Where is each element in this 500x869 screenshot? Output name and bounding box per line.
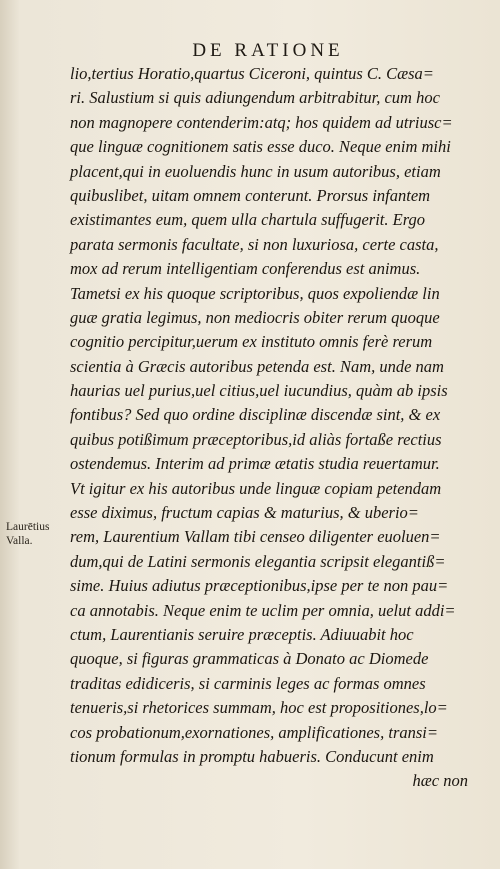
text-line: mox ad rerum intelligentiam conferendus est animus.: [70, 259, 421, 279]
text-line: Tametsi ex his quoque scriptoribus, quos expoliendæ lin: [70, 283, 440, 303]
text-line: existimantes eum, quem ulla chartula suffugerit. Ergo: [70, 210, 426, 230]
text-line: parata sermonis facultate, si non luxuriosa, certe casta,: [70, 234, 439, 254]
text-line: scientia à Græcis autoribus petenda est. Nam, unde nam: [70, 356, 444, 376]
text-line: cos probationum,exornationes, amplificationes, transi=: [70, 722, 439, 742]
text-line: lio,tertius Horatio,quartus Ciceroni, quintus C. Cæsa=: [70, 64, 434, 83]
text-line: tionum formulas in promptu habueris. Conducunt enim: [70, 746, 434, 766]
text-line: sime. Huius adiutus præceptionibus,ipse per te non pau=: [70, 576, 449, 596]
text-line: fontibus? Sed quo ordine disciplinæ discendæ sint, & ex: [70, 405, 441, 425]
text-line: ctum, Laurentianis seruire præceptis. Adiuuabit hoc: [70, 624, 414, 644]
margin-note-line: Valla.: [6, 535, 33, 547]
text-line: tenueris,si rhetorices summam, hoc est propositiones,lo=: [70, 698, 448, 718]
text-line: traditas edidiceris, si carminis leges ac formas omnes: [70, 673, 426, 693]
text-line: quibus potißimum præceptoribus,id aliàs fortaße rectius: [70, 429, 442, 449]
text-line: haurias uel purius,uel citius,uel iucundius, quàm ab ipsis: [70, 381, 448, 401]
text-line: dum,qui de Latini sermonis elegantia scripsit elegantiß=: [70, 551, 446, 571]
text-line: ri. Salustium si quis adiungendum arbitrabitur, cum hoc: [70, 88, 440, 108]
margin-note: [6, 520, 68, 548]
text-line: quoque, si figuras grammaticas à Donato ac Diomede: [70, 649, 429, 669]
text-line: cognitio percipitur,uerum ex instituto omnis ferè rerum: [70, 332, 433, 352]
text-line: ostendemus. Interim ad primæ ætatis studia reuertamur.: [70, 454, 440, 474]
catchword-line: hæc non: [412, 771, 468, 791]
text-line: que linguæ cognitionem satis esse duco. Neque enim mihi: [70, 137, 451, 157]
text-line: esse diximus, fructum capias & maturius, & uberio=: [70, 503, 419, 523]
text-line: ca annotabis. Neque enim te uclim per omnia, uelut addi=: [70, 600, 456, 620]
margin-note-line: Laurētius: [6, 521, 50, 533]
running-head: DE RATIONE: [192, 40, 344, 61]
text-line: placent,qui in euoluendis hunc in usum autoribus, etiam: [70, 161, 441, 181]
text-line: guæ gratia legimus, non mediocris obiter rerum quoque: [70, 307, 440, 327]
body-text: [70, 62, 486, 794]
text-line: Vt igitur ex his autoribus unde linguæ copiam petendam: [70, 478, 442, 498]
text-line: quibuslibet, uitam omnem conterunt. Prorsus infantem: [70, 185, 431, 205]
text-line: rem, Laurentium Vallam tibi censeo diligenter euoluen=: [70, 527, 441, 547]
text-line: non magnopere contenderim:atq; hos quidem ad utriusc=: [70, 112, 453, 132]
